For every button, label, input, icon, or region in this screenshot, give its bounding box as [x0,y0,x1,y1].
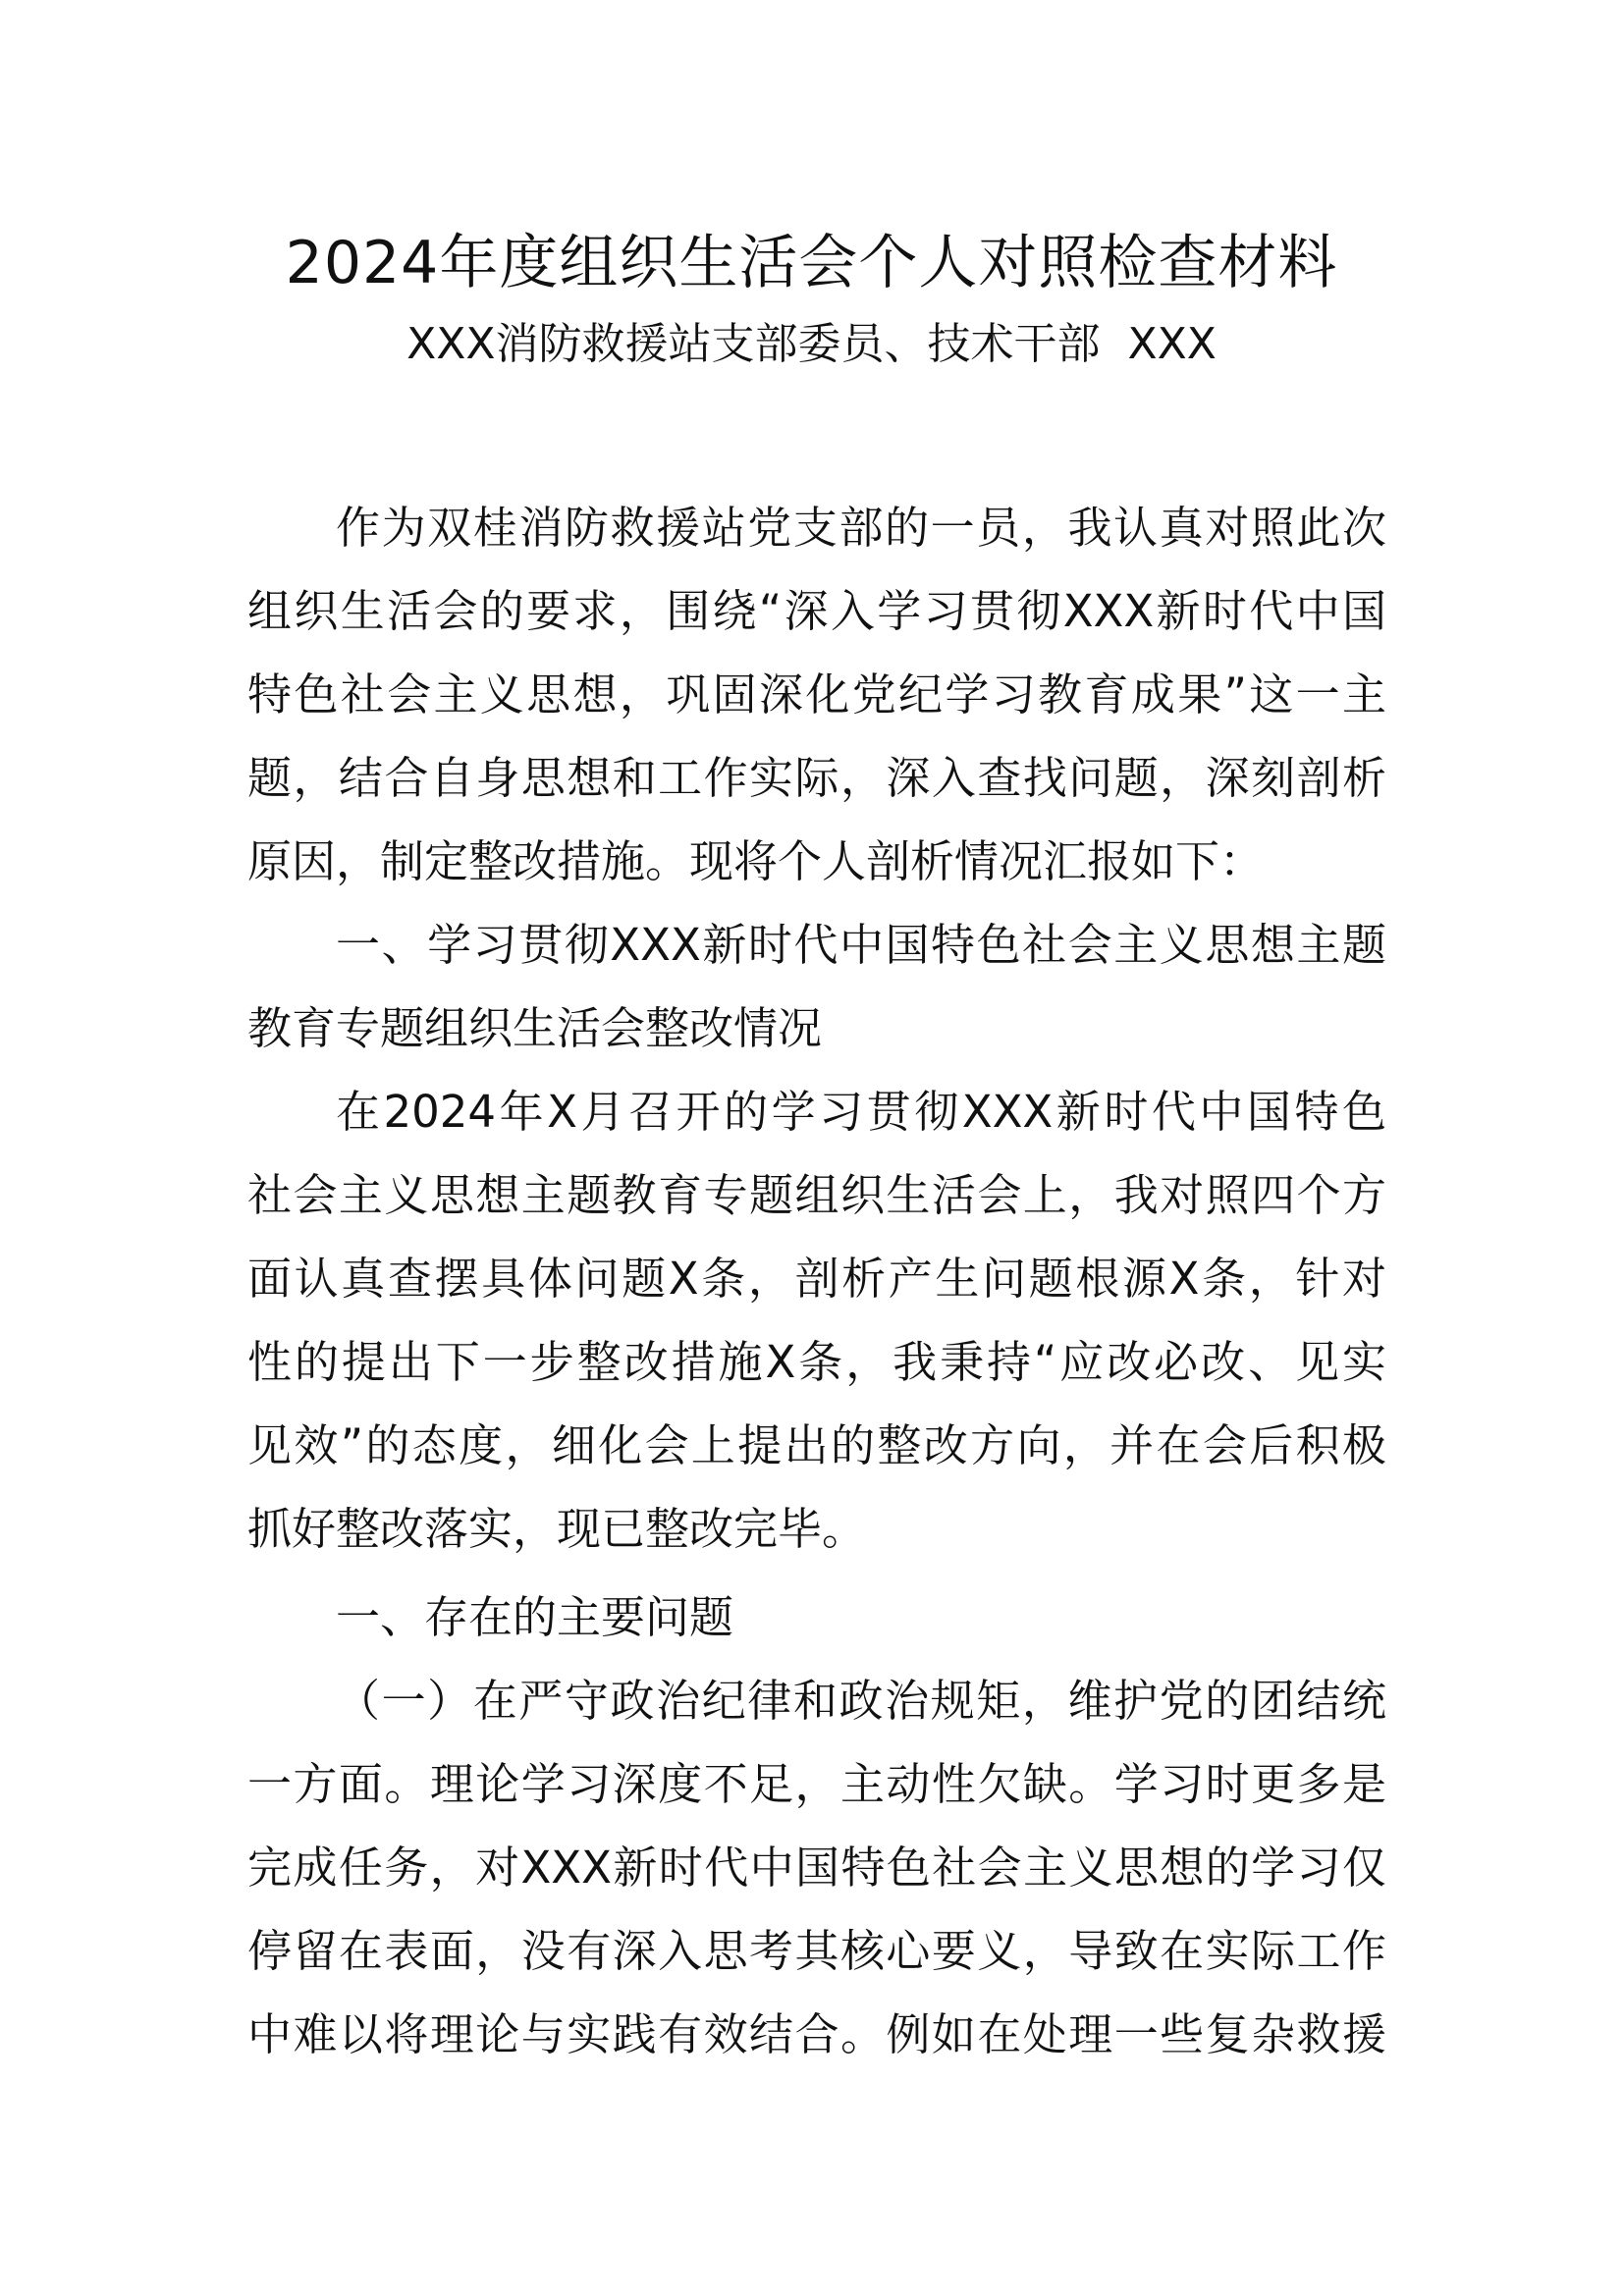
paragraph-line: 一方面。理论学习深度不足，主动性欠缺。学习时更多是 [247,1758,1386,1810]
paragraph-line: 组织生活会的要求，围绕“深入学习贯彻XXX新时代中国 [247,585,1386,637]
document-title: 2024年度组织生活会个人对照检查材料 [285,229,1338,297]
paragraph-line: 面认真查摆具体问题X条，剖析产生问题根源X条，针对 [247,1253,1386,1305]
paragraph-line: 抓好整改落实，现已整改完毕。 [247,1503,867,1555]
paragraph-line: 完成任务，对XXX新时代中国特色社会主义思想的学习仅 [247,1842,1386,1894]
document-subtitle [0,312,1623,377]
paragraph-line: 性的提出下一步整改措施X条，我秉持“应改必改、见实 [247,1336,1386,1388]
paragraph-line: 原因，制定整改措施。现将个人剖析情况汇报如下： [247,835,1265,887]
paragraph-line: 见效”的态度，细化会上提出的整改方向，并在会后积极 [247,1419,1386,1471]
paragraph-line: 特色社会主义思想，巩固深化党纪学习教育成果”这一主 [247,668,1386,721]
subtitle-author-role: XXX消防救援站支部委员、技术干部 [406,319,1101,369]
paragraph-line: （一）在严守政治纪律和政治规矩，维护党的团结统 [336,1675,1386,1727]
section-heading-line: 一、存在的主要问题 [336,1591,734,1643]
paragraph-line: 题，结合自身思想和工作实际，深入查找问题，深刻剖析 [247,752,1386,804]
subtitle-author-name: XXX [1127,319,1217,369]
section-heading-line: 一、学习贯彻XXX新时代中国特色社会主义思想主题 [336,919,1386,971]
paragraph-line: 作为双桂消防救援站党支部的一员，我认真对照此次 [336,502,1386,554]
paragraph-line: 在2024年X月召开的学习贯彻XXX新时代中国特色 [336,1086,1386,1138]
paragraph-line: 停留在表面，没有深入思考其核心要义，导致在实际工作 [247,1925,1386,1977]
paragraph-line: 社会主义思想主题教育专题组织生活会上，我对照四个方 [247,1169,1386,1221]
paragraph-line: 中难以将理论与实践有效结合。例如在处理一些复杂救援 [247,2008,1386,2060]
section-heading-line: 教育专题组织生活会整改情况 [247,1002,823,1054]
